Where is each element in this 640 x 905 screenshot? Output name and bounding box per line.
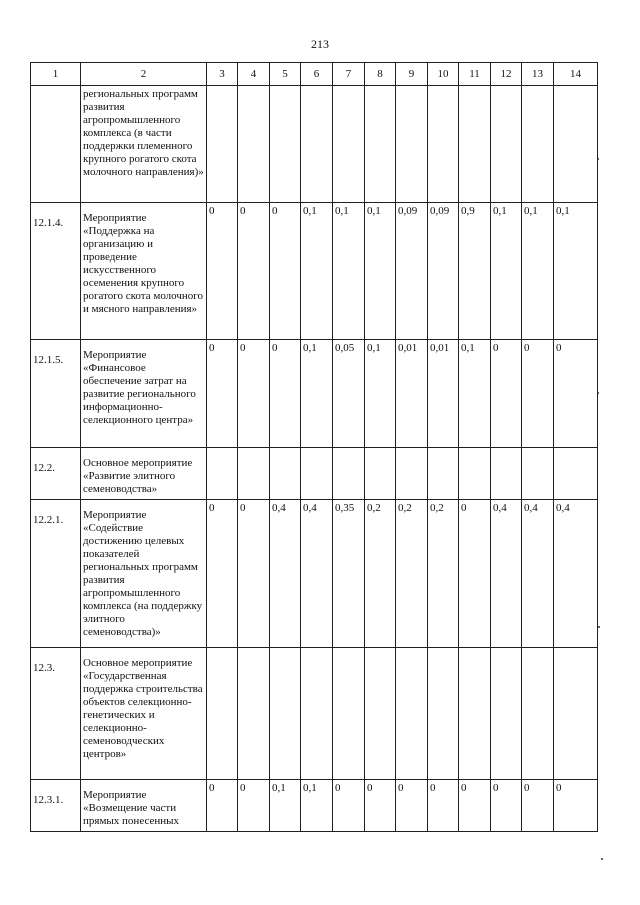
row-value bbox=[396, 448, 428, 500]
row-value: 0 bbox=[270, 203, 301, 340]
row-value: 0 bbox=[554, 780, 598, 832]
row-value bbox=[459, 448, 491, 500]
table-row bbox=[31, 648, 598, 780]
table-row bbox=[31, 448, 598, 500]
row-value: 0 bbox=[238, 500, 270, 648]
row-value: 0 bbox=[396, 780, 428, 832]
row-code: 12.1.4. bbox=[31, 203, 81, 340]
row-value: 0 bbox=[522, 780, 554, 832]
row-code: 12.1.5. bbox=[31, 340, 81, 448]
row-value: 0 bbox=[333, 780, 365, 832]
row-code bbox=[31, 86, 81, 203]
row-value bbox=[365, 648, 396, 780]
row-value: 0 bbox=[428, 780, 459, 832]
column-header: 3 bbox=[207, 63, 238, 86]
column-header: 11 bbox=[459, 63, 491, 86]
table-row bbox=[31, 203, 598, 340]
row-value: 0 bbox=[207, 500, 238, 648]
row-value bbox=[301, 86, 333, 203]
row-value bbox=[522, 86, 554, 203]
row-code: 12.2. bbox=[31, 448, 81, 500]
row-value bbox=[491, 448, 522, 500]
row-value: 0 bbox=[554, 340, 598, 448]
row-value bbox=[207, 448, 238, 500]
row-value bbox=[270, 448, 301, 500]
column-header: 12 bbox=[491, 63, 522, 86]
column-header: 6 bbox=[301, 63, 333, 86]
row-value: 0 bbox=[207, 203, 238, 340]
row-value: 0 bbox=[207, 780, 238, 832]
row-code: 12.3. bbox=[31, 648, 81, 780]
row-value: 0,01 bbox=[428, 340, 459, 448]
row-value bbox=[207, 86, 238, 203]
row-value: 0,1 bbox=[301, 203, 333, 340]
row-value: 0 bbox=[238, 340, 270, 448]
row-value bbox=[333, 448, 365, 500]
row-value: 0,01 bbox=[396, 340, 428, 448]
row-value: 0,1 bbox=[365, 340, 396, 448]
column-header: 2 bbox=[81, 63, 207, 86]
row-value: 0 bbox=[238, 780, 270, 832]
row-value: 0,1 bbox=[459, 340, 491, 448]
row-value bbox=[459, 648, 491, 780]
row-value bbox=[491, 86, 522, 203]
row-value bbox=[522, 648, 554, 780]
row-value: 0,9 bbox=[459, 203, 491, 340]
table-row bbox=[31, 340, 598, 448]
column-header: 13 bbox=[522, 63, 554, 86]
row-code: 12.3.1. bbox=[31, 780, 81, 832]
row-value: 0,35 bbox=[333, 500, 365, 648]
column-header: 5 bbox=[270, 63, 301, 86]
row-value bbox=[554, 86, 598, 203]
table-row bbox=[31, 780, 598, 832]
row-value: 0 bbox=[459, 780, 491, 832]
column-header: 1 bbox=[31, 63, 81, 86]
row-value: 0,4 bbox=[301, 500, 333, 648]
row-value bbox=[333, 86, 365, 203]
table-row bbox=[31, 500, 598, 648]
row-value: 0,09 bbox=[428, 203, 459, 340]
row-value bbox=[428, 448, 459, 500]
row-value: 0 bbox=[270, 340, 301, 448]
row-value: 0,1 bbox=[491, 203, 522, 340]
row-value bbox=[428, 648, 459, 780]
column-header: 9 bbox=[396, 63, 428, 86]
column-header: 7 bbox=[333, 63, 365, 86]
row-value bbox=[428, 86, 459, 203]
row-value bbox=[270, 86, 301, 203]
row-value: 0 bbox=[459, 500, 491, 648]
indicator-table bbox=[30, 62, 598, 832]
row-value: 0,2 bbox=[396, 500, 428, 648]
row-value bbox=[396, 86, 428, 203]
row-value: 0,09 bbox=[396, 203, 428, 340]
row-code: 12.2.1. bbox=[31, 500, 81, 648]
row-description: Основное мероприятие «Развитие элитного семеноводства» bbox=[81, 448, 207, 500]
row-value: 0 bbox=[207, 340, 238, 448]
row-value: 0,1 bbox=[333, 203, 365, 340]
row-value bbox=[554, 448, 598, 500]
column-header: 14 bbox=[554, 63, 598, 86]
row-value: 0,1 bbox=[522, 203, 554, 340]
row-value: 0,4 bbox=[491, 500, 522, 648]
row-value bbox=[522, 448, 554, 500]
row-value bbox=[365, 448, 396, 500]
row-description: региональных программ развития агропромышленного комплекса (в части поддержки племенного крупного рогатого скота молочного направления)» bbox=[81, 86, 207, 203]
header-row bbox=[31, 63, 598, 86]
row-value bbox=[396, 648, 428, 780]
table-row bbox=[31, 86, 598, 203]
row-value bbox=[365, 86, 396, 203]
row-value bbox=[270, 648, 301, 780]
scan-speck bbox=[597, 158, 599, 160]
row-description: Мероприятие «Возмещение части прямых понесенных bbox=[81, 780, 207, 832]
row-description: Мероприятие «Содействие достижению целевых показателей региональных программ развития агропромышленного комплекса (на поддержку элитного семеноводства)» bbox=[81, 500, 207, 648]
row-value: 0 bbox=[491, 340, 522, 448]
row-description: Основное мероприятие «Государственная поддержка строительства объектов селекционно-генетических и селекционно-семеноводческих центров» bbox=[81, 648, 207, 780]
column-header: 4 bbox=[238, 63, 270, 86]
row-value: 0 bbox=[491, 780, 522, 832]
row-value: 0,1 bbox=[270, 780, 301, 832]
column-header: 8 bbox=[365, 63, 396, 86]
row-value: 0,1 bbox=[554, 203, 598, 340]
row-value: 0,05 bbox=[333, 340, 365, 448]
row-value: 0,4 bbox=[270, 500, 301, 648]
row-value bbox=[301, 448, 333, 500]
row-value: 0 bbox=[365, 780, 396, 832]
row-value bbox=[207, 648, 238, 780]
row-value bbox=[333, 648, 365, 780]
row-value bbox=[301, 648, 333, 780]
row-value bbox=[554, 648, 598, 780]
row-value bbox=[238, 448, 270, 500]
row-value bbox=[238, 86, 270, 203]
row-value: 0,2 bbox=[428, 500, 459, 648]
page-number: 213 bbox=[311, 37, 329, 51]
row-value: 0 bbox=[522, 340, 554, 448]
row-value: 0,1 bbox=[365, 203, 396, 340]
row-value: 0 bbox=[238, 203, 270, 340]
row-value: 0,1 bbox=[301, 340, 333, 448]
row-description: Мероприятие «Поддержка на организацию и проведение искусственного осеменения крупного рогатого скота молочного и мясного направления» bbox=[81, 203, 207, 340]
scan-speck bbox=[598, 626, 600, 628]
scan-speck bbox=[597, 392, 599, 394]
row-value: 0,2 bbox=[365, 500, 396, 648]
row-value: 0,4 bbox=[522, 500, 554, 648]
scan-speck bbox=[601, 858, 603, 860]
row-value bbox=[238, 648, 270, 780]
row-value: 0,4 bbox=[554, 500, 598, 648]
row-value: 0,1 bbox=[301, 780, 333, 832]
column-header: 10 bbox=[428, 63, 459, 86]
row-description: Мероприятие «Финансовое обеспечение затрат на развитие регионального информационно-селекционного центра» bbox=[81, 340, 207, 448]
row-value bbox=[459, 86, 491, 203]
row-value bbox=[491, 648, 522, 780]
